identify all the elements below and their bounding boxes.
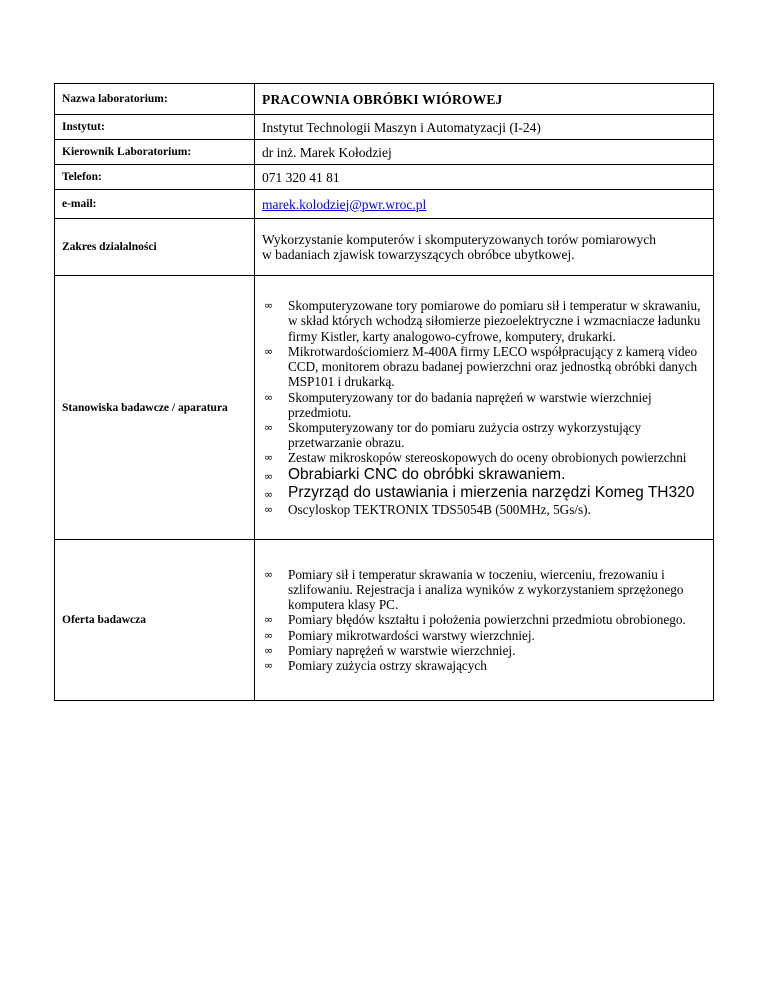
row-email <box>55 190 714 219</box>
email-label: e-mail: <box>55 190 255 219</box>
list-item: ∞ Skomputeryzowany tor do pomiaru zużycia ostrzy wykorzystujący przetwarzanie obrazu. <box>264 419 642 451</box>
lab-name-value: PRACOWNIA OBRÓBKI WIÓROWEJ <box>255 84 714 115</box>
infinity-bullet-icon: ∞ <box>264 659 274 672</box>
list-item: ∞ Skomputeryzowany tor do badania naprężeń w warstwie wierzchniej przedmiotu. <box>264 389 652 420</box>
list-item: ∞ Pomiary naprężeń w warstwie wierzchniej. <box>264 642 516 658</box>
scope-line-2: w badaniach zjawisk towarzyszących obróbce ubytkowej. <box>262 247 575 262</box>
stands-label: Stanowiska badawcze / aparatura <box>55 276 255 540</box>
infinity-bullet-icon: ∞ <box>264 451 274 465</box>
email-cell <box>255 190 714 219</box>
infinity-bullet-icon: ∞ <box>264 420 274 434</box>
phone-value: 071 320 41 81 <box>255 165 714 190</box>
list-item: ∞ Pomiary błędów kształtu i położenia powierzchni przedmiotu obrobionego. <box>264 612 686 628</box>
infinity-bullet-icon: ∞ <box>264 390 274 404</box>
email-link[interactable]: marek.kolodziej@pwr.wroc.pl <box>262 196 427 212</box>
head-value: dr inż. Marek Kołodziej <box>255 140 714 165</box>
scope-value <box>255 219 714 276</box>
infinity-bullet-icon: ∞ <box>264 613 274 627</box>
infinity-bullet-icon: ∞ <box>264 628 274 642</box>
institute-label: Instytut: <box>55 115 255 140</box>
scope-label: Zakres działalności <box>55 219 255 276</box>
row-head <box>55 140 714 165</box>
infinity-bullet-icon: ∞ <box>264 469 274 483</box>
list-item: ∞ Pomiary zużycia ostrzy skrawających <box>264 658 487 673</box>
row-lab-name <box>55 84 714 115</box>
institute-value: Instytut Technologii Maszyn i Automatyzacji (I-24) <box>255 115 714 140</box>
infinity-bullet-icon: ∞ <box>264 643 274 657</box>
lab-name-label: Nazwa laboratorium: <box>55 84 255 115</box>
list-item: ∞ Skomputeryzowane tory pomiarowe do pomiaru sił i temperatur w skrawaniu, w skład których wchodzą siłomierze piezoelektryczne i wzmacniacze ładunku firmy Kistler, karty analogowo-cyfrowe, komputery, drukarki. <box>264 298 701 344</box>
row-scope <box>55 219 714 276</box>
laboratory-info-table <box>54 83 714 701</box>
offer-label: Oferta badawcza <box>55 540 255 701</box>
infinity-bullet-icon: ∞ <box>264 567 274 581</box>
list-item: ∞ Pomiary mikrotwardości warstwy wierzchniej. <box>264 627 535 643</box>
list-item: ∞ Oscyloskop TEKTRONIX TDS5054B (500MHz, 5Gs/s). <box>264 501 591 517</box>
offer-list <box>262 567 706 673</box>
infinity-bullet-icon: ∞ <box>264 487 274 501</box>
scope-line-1: Wykorzystanie komputerów i skomputeryzowanych torów pomiarowych <box>262 232 656 247</box>
list-item: ∞ Mikrotwardościomierz M-400A firmy LECO współpracujący z kamerą video CCD, monitorem obrazu badanej powierzchni oraz jednostką obróbki danych MSP101 i drukarką. <box>264 343 698 390</box>
infinity-bullet-icon: ∞ <box>264 344 274 358</box>
infinity-bullet-icon: ∞ <box>264 502 274 516</box>
phone-label: Telefon: <box>55 165 255 190</box>
infinity-bullet-icon: ∞ <box>264 299 274 313</box>
stands-value <box>255 276 714 540</box>
offer-value <box>255 540 714 701</box>
list-item: ∞ Przyrząd do ustawiania i mierzenia narzędzi Komeg TH320 <box>262 484 706 502</box>
list-item: ∞ Pomiary sił i temperatur skrawania w toczeniu, wierceniu, frezowaniu i szlifowaniu. Rejestracja i analiza wyników z wykorzystaniem sprzężonego komputera klasy PC. <box>264 566 684 613</box>
list-item: ∞ Obrabiarki CNC do obróbki skrawaniem. <box>262 466 706 484</box>
row-offer <box>55 540 714 701</box>
row-stands <box>55 276 714 540</box>
row-phone <box>55 165 714 190</box>
list-item: ∞ Zestaw mikroskopów stereoskopowych do oceny obrobionych powierzchni <box>264 450 687 466</box>
row-institute <box>55 115 714 140</box>
stands-list <box>262 298 706 516</box>
head-label: Kierownik Laboratorium: <box>55 140 255 165</box>
